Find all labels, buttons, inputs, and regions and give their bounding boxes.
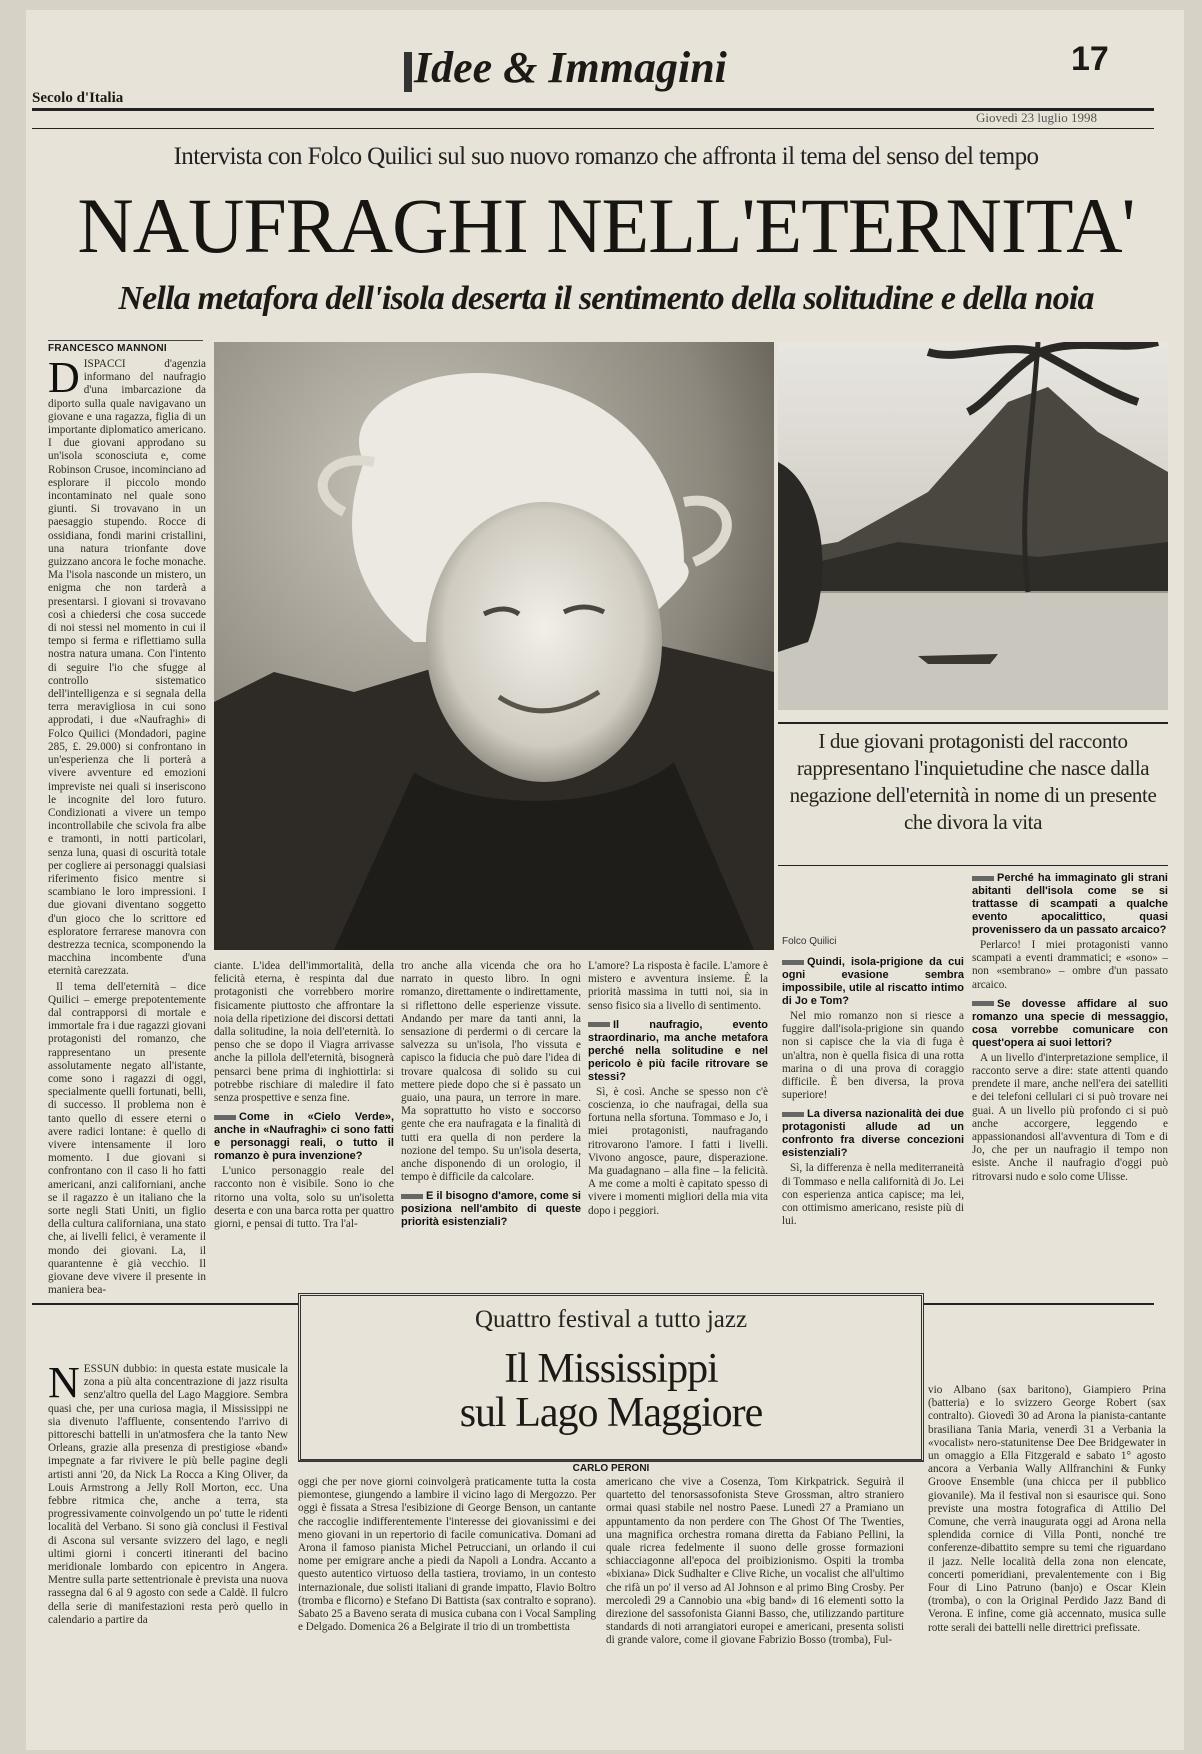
portrait-caption: Folco Quilici bbox=[782, 936, 837, 947]
jazz-col-1 bbox=[48, 1363, 288, 1723]
newspaper-page bbox=[26, 10, 1184, 1750]
question-marker bbox=[214, 1115, 236, 1120]
question-marker bbox=[588, 1022, 610, 1027]
main-col4-para: L'amore? La risposta è facile. L'amore è mistero e avventura insieme. È la priorità massima in tutti noi, sia in senso fisico sia a livello di sentimento. bbox=[588, 960, 768, 1012]
question-naufragio bbox=[588, 1019, 768, 1084]
main-col-1 bbox=[48, 358, 206, 1443]
page-number: 17 bbox=[1071, 40, 1109, 78]
section-title-text: Idee & Immagini bbox=[414, 43, 727, 92]
pull-quote: I due giovani protagonisti del racconto rappresentano l'inquietudine che nasce dalla negazione dell'eternità in nome di un presente che divora la vita bbox=[789, 729, 1157, 834]
jazz-col3-text: americano che vive a Cosenza, Tom Kirkpatrick. Seguirà il quartetto del tenorsassofonista Steve Grossman, altro straniero ormai quasi stabile nel nostro Paese. Lunedì 27 a Pramiano un appuntamento da non perdere con The Ghost Of The Twenties, una magnifica orchestra romana diretta da Fabiano Pellini, la quale ricrea fedelmente il suono delle grosse formazioni schiacciagonne all'epoca del proibizionismo. Ospiti la tromba «bixiana» Dick Sudhalter e Clive Riche, un vocalist che all'ultimo che rifà un po' il verso ad Al Johnson e al primo Bing Crosby. Per mercoledì 29 a Cannobio una «big band» di 16 elementi sotto la direzione del sassofonista Gianni Basso, che, utilizzando partiture standards di noti arrangiatori europei e americani, presenta solisti di grande valore, come il giovane Fabrizio Bosso (tromba), Ful- bbox=[606, 1476, 904, 1647]
jazz-col-4 bbox=[928, 1384, 1166, 1736]
question-text: Come in «Cielo Verde», anche in «Naufraghi» ci sono fatti e personaggi reali, o tutto il romanzo è pura invenzione? bbox=[214, 1111, 394, 1163]
question-text: E il bisogno d'amore, come si posiziona nell'ambito di queste priorità esistenziali? bbox=[401, 1190, 581, 1229]
jazz-col2-text: oggi che per nove giorni coinvolgerà praticamente tutta la costa piemontese, giungendo a lambire il vicino lago di Mergozzo. Per oggi è fissata a Stresa l'esibizione di George Benson, un cantante che raccoglie indifferentemente l'interesse dei giovanissimi e dei meno giovani in un repertorio di facile comunicativa. Domani ad Arona il famoso pianista Michel Petrucciani, un orlando il cui nome per emigrare anche a piedi da Napoli a Londra. Accanto a questo autentico virtuoso della tastiera, troviamo, in un contesto internazionale, due solisti italiani di grande impatto, Flavio Boltro (tromba e flicorno) e Stefano Di Battista (sax contralto e soprano). Sabato 25 a Baveno serata di musica cubana con i Vocal Sampling e Delgado. Domenica 26 a Belgirate il trio di un trombettista bbox=[298, 1476, 596, 1634]
main-col2-answer: L'unico personaggio reale del racconto non è visibile. Sono io che ritorno una volta, solo su un'isoletta deserta e con una barca rotta per quattro giorni, e pensai di tutto. Tra l'al- bbox=[214, 1165, 394, 1231]
main-col4-answer: Sì, è così. Anche se spesso non c'è coscienza, io che naufragai, della sua fortuna nella sfortuna. Tommaso e Jo, i miei protagonisti, naufragando ritrovarono l'amore. I fatti i livelli. Vivono angosce, paure, disperazione. Ma guadagnano – alla fine – la felicità. A me come a molti è capitato spesso di vivere i momenti migliori della mia vita dopo i peggiori. bbox=[588, 1085, 768, 1217]
main-byline: FRANCESCO MANNONI bbox=[48, 340, 203, 354]
right-col-answer: A un livello d'interpretazione semplice, il racconto serve a dire: state attenti quando prendete il mare, anche nell'era dei satelliti e dei telefoni cellulari ci si può trovare nei guai. A un livello più profondo ci si può anche accorgere, leggendo e appassionandosi all'avventura di Tom e di Jo, che per un naufragio il tempo non esiste. Anche il naufragio d'oggi può ritrovarsi nudo e solo come Ulisse. bbox=[972, 1051, 1168, 1183]
right-col-answer: Perlarco! I miei protagonisti vanno scampati a eventi drammatici; e «sono» – non «sembrano» – ombre d'un passato arcaico. bbox=[972, 939, 1168, 991]
question-marker bbox=[782, 1112, 804, 1117]
pull-quote-rule-bottom bbox=[778, 865, 1168, 866]
question-abitanti bbox=[972, 872, 1168, 937]
mid-col-answer: Nel mio romanzo non si riesce a fuggire dall'isola-prigione sin quando non si capisce che la via di fuga è un'altra, non è quella fisica di una rotta marina o di una prova di coraggio difficile. È ben diversa, la prova superiore! bbox=[782, 1010, 964, 1102]
issue-date: Giovedì 23 luglio 1998 bbox=[976, 110, 1097, 125]
main-col1-para: ISPACCI d'agenzia informano del naufragio d'una imbarcazione da diporto sulla quale navigavano un giovane e una ragazza, figlia di un importante diplomatico americano. I due giovani approdano su un'isola sconosciuta e, come Robinson Crusoe, incominciano ad esplorare il piccolo mondo incontaminato nel quale sono giunti. Si trovavano in un paesaggio stupendo. Rocce di ossidiana, fondi marini cristallini, una natura trionfante dove guizzano ancora le foche monache. Ma l'isola nasconde un mistero, un enigma che non tarderà a presentarsi. I giovani si trovavano così a chiedersi che cosa succede di noi stessi nel momento in cui il tempo si ferma e riflettiamo sulla nostra natura umana. Con l'intento di seguire l'io che sfugge al controllo sistematico dell'intelligenza e si segnala della terra meravigliosa in cui sono approdati, i due «Naufraghi» di Folco Quilici (Mondadori, pagine 285, £. 29.000) si confrontano in un'esperienza che li porterà a vivere avventure ed emozioni impreviste nei quali si inseriscono le incognite del loro futuro. Condizionati a vivere un tempo incontrollabile che scivola fra albe e tramonti, in notti particolari, senza luna, quasi di oscurità totale per cogliere ai personaggi qualsiasi riferimento fisico mentre si scambiano le loro impressioni. I due giovani diventano soggetto d'un gioco che lo scrittore ed esploratore ferrarese manovra con destrezza tecnica, scomponendo la macchina incombente d'una eternità carezzata. bbox=[48, 358, 206, 978]
pull-quote-rule-top bbox=[778, 722, 1168, 724]
main-col2-para: ciante. L'idea dell'immortalità, della felicità eterna, è respinta dal due protagonisti che vorrebbero morire fisicamente piuttosto che affrontare la noia della ripetizione dei discorsi dettati dalla solitudine, la noia dell'eternità. Io penso che se dopo il Viagra arrivasse anche la pillola dell'eternità, bisognerà pensarci bene prima di inghiottirla: si potrebbe rischiare di maledire il fato senza prospettive e senza fine. bbox=[214, 960, 394, 1105]
main-col-3 bbox=[401, 960, 581, 1270]
jazz-kicker: Quattro festival a tutto jazz bbox=[474, 1306, 748, 1333]
question-text: La diversa nazionalità dei due protagonisti allude ad un confronto fra diverse concezioni esistenziali? bbox=[782, 1108, 964, 1160]
mid-col bbox=[782, 956, 964, 1276]
jazz-col-2 bbox=[298, 1476, 596, 1736]
jazz-headline-2: sul Lago Maggiore bbox=[459, 1390, 763, 1436]
question-amore bbox=[401, 1190, 581, 1229]
header-rule-bottom bbox=[32, 128, 1154, 129]
main-col3-para: tro anche alla vicenda che ora ho narrato in questo libro. In ogni romanzo, direttamente o indirettamente, si riflettono delle esperienze vissute. Andando per mare da tanti anni, la sensazione di perdermi o di cercare la salvezza su un'isola, l'ho vissuta e capisco la fiducia che può dare l'idea di trovare qualcosa di solido su cui mettere piede dopo che si è passato un guaio, una paura, un terrore in mare. Ma soprattutto ho visto e soccorso gente che era naufragata e la finalità di tutti era quella di non perdere la nozione del tempo. Su un'isola deserta, anche disponendo di un orologio, il tempo è difficile da calcolare. bbox=[401, 960, 581, 1184]
question-messaggio bbox=[972, 998, 1168, 1050]
question-text: Se dovesse affidare al suo romanzo una specie di messaggio, cosa vorrebbe comunicare con quest'opera ai suoi lettori? bbox=[972, 997, 1168, 1049]
main-col-4 bbox=[588, 960, 768, 1270]
island-photo bbox=[778, 342, 1168, 710]
question-marker bbox=[972, 876, 994, 881]
question-text: Quindi, isola-prigione da cui ogni evasione sembra impossibile, utile al riscatto intimo di Jo e Tom? bbox=[782, 956, 964, 1007]
question-marker bbox=[782, 960, 804, 965]
section-title-bar-left bbox=[404, 52, 412, 92]
portrait-image bbox=[214, 342, 774, 950]
question-marker bbox=[972, 1001, 994, 1006]
jazz-col4-text: vio Albano (sax baritono), Giampiero Prina (batteria) e lo svizzero George Robert (sax contralto). Giovedì 30 ad Arona la pianista-cantante brasiliana Tania Maria, venerdì 31 a Verbania la «vocalist» nero-statunitense Dee Dee Bridgewater in un omaggio a Ella Fitzgerald e sabato 1° agosto ancora a Verbania Wally Allfranchini & Funky Groove Ensemble (una chicca per il pubblico giovanile). Ma il festival non si esaurisce qui. Sono previste una mostra fotografica di Attilio Del Comune, che verrà inaugurata oggi ad Arona nella splendida cornice di Villa Ponti, nonché tre conferenze-dibattito sempre su temi che riguardano il jazz. Nelle località della zona non elencate, concerti pomeridiani, prevalentemente con i Big Four di Lino Patruno (banjo) e Oscar Klein (tromba), o con la Original Perdido Jazz Band di Verona. E infine, come già accennato, musica sulle rotte serali dei battelli nelle direttrici prefissate. bbox=[928, 1384, 1166, 1634]
question-marker bbox=[401, 1194, 423, 1199]
masthead: Secolo d'Italia bbox=[32, 90, 124, 106]
main-dropcap: D bbox=[48, 358, 80, 402]
question-nazionalita bbox=[782, 1108, 964, 1160]
jazz-headline-box bbox=[298, 1293, 924, 1462]
main-subheadline: Nella metafora dell'isola deserta il sentimento della solitudine e della noia bbox=[118, 280, 1094, 317]
question-isola-prigione bbox=[782, 956, 964, 1008]
jazz-col-3 bbox=[606, 1476, 904, 1736]
jazz-dropcap: N bbox=[48, 1363, 80, 1407]
mid-col-answer: Sì, la differenza è nella mediterraneità di Tommaso e nella californità di Jo. Lei con esperienza antica capisce; ma lei, con ottimismo americano, resiste più di lui. bbox=[782, 1162, 964, 1228]
jazz-col1-text: ESSUN dubbio: in questa estate musicale la zona a più alta concentrazione di jazz risulta senz'altro quella del Lago Maggiore. Sembra quasi che, per una curiosa magia, il Mississippi ne sia divenuto l'affluente, consentendo l'arrivo di pittoreschi battelli in un'atmosfera che la tanto New Orleans, grazie alla presenza di prestigiose «band» impegnate a far rivivere le più belle pagine degli artisti anni '20, da Nick La Rocca a King Oliver, da Louis Armstrong a Jelly Roll Morton, ecc. Una febbre ritmica che, anche a terra, sta progressivamente coinvolgendo un po' tutte le ridenti località del Verbano. Si sono già conclusi il Festival di Ascona sul versante svizzero del lago, e negli ultimi giorni i concerti itineranti del bacino meridionale lombardo con epicentro in Angera. Mentre sulla parte settentrionale è prevista una nuova rassegna dal 6 al 9 agosto con sede a Caldè. Il fulcro della serie di manifestazioni resta però quello in calendario a partire da bbox=[48, 1363, 288, 1626]
jazz-headline-1: Il Mississippi bbox=[504, 1346, 718, 1392]
portrait-photo bbox=[214, 342, 774, 950]
question-text: Il naufragio, evento straordinario, ma anche metafora perché nella solitudine e nel pericolo è più facile ritrovare se stessi? bbox=[588, 1018, 768, 1083]
main-kicker: Intervista con Folco Quilici sul suo nuovo romanzo che affronta il tema del senso del tempo bbox=[173, 143, 1039, 170]
jazz-byline: CARLO PERONI bbox=[298, 1460, 924, 1474]
question-text: Perché ha immaginato gli strani abitanti dell'isola come se si trattasse di scampati a qualche evento apocalittico, quasi provenissero da un passato arcaico? bbox=[972, 872, 1168, 936]
main-col-2 bbox=[214, 960, 394, 1270]
island-image bbox=[778, 342, 1168, 710]
right-col bbox=[972, 872, 1168, 1276]
question-cielo-verde bbox=[214, 1111, 394, 1163]
main-headline: NAUFRAGHI NELL'ETERNITA' bbox=[77, 182, 1135, 269]
section-title bbox=[404, 32, 824, 104]
main-col1-para: Il tema dell'eternità – dice Quilici – emerge prepotentemente dal contrapporsi di mortale e immortale fra i due ragazzi giovani protagonisti del romanzo, che rappresentano un presente assolutamente negato all'istante, come sono i ragazzi di oggi, specialmente quelli fortunati, belli, di successo. Il problema non è tanto quello di essere eterni o avere radici lontane: è quello di vivere intensamente il loro momento. I due giovani si confrontano con il caso li ho fatti americani, anzi californiani, anche se il ragazzo è un italiano che la sorte negli Stati Uniti, un figlio della cultura californiana, una stato che, ai livelli felici, è veramente il mondo dei giovani. La, il quarantenne è già vecchio. Il giovane deve vivere il presente in maniera bea- bbox=[48, 980, 206, 1297]
